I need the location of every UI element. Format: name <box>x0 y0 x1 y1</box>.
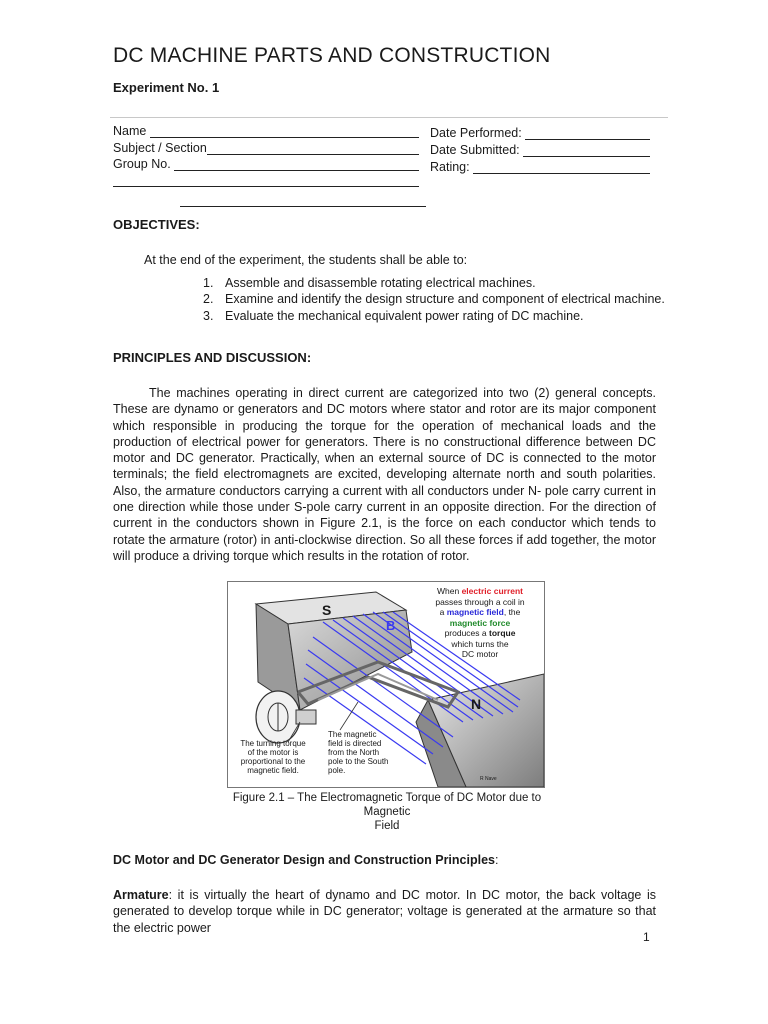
blank-line-2[interactable] <box>180 206 426 207</box>
subject-field[interactable] <box>207 154 419 155</box>
list-item: 2. Examine and identify the design structure and component of electrical machine. <box>203 292 665 307</box>
experiment-number: Experiment No. 1 <box>113 80 220 95</box>
pole-s-label: S <box>322 602 332 618</box>
principles-paragraph: The machines operating in direct current are categorized into two (2) general concepts. These are dynamo or generators and DC motors where stator and rotor are its major component which responsible in producing the torque for the operation of mechanical loads and the production of electrical power for generators. There is no constructional difference between DC motor and DC generator. Practically, when an external source of DC is connected to the motor terminals; the field electromagnets are excited, developing alternate north and south polarities. Also, the armature conductors carrying a current with all conductors under N- pole carry current in one direction while those under S-pole carry current in an opposite direction. For the direction of current in the conductors shown in Figure 2.1, is the force on each conductor which tends to rotate the armature (rotor) in anti-clockwise direction. So all these forces if add together, the motor will produce a driving torque which results in the rotation of rotor. <box>113 386 656 563</box>
field-b-label: B <box>386 618 396 633</box>
page-number: 1 <box>643 930 650 944</box>
name-label: Name <box>113 124 147 138</box>
figure-dc-motor <box>227 581 545 788</box>
figure-callout: When electric current passes through a coil in a magnetic field, the magnetic force produces a torque which turns the DC motor <box>435 586 525 659</box>
date-submitted-field[interactable] <box>523 156 650 157</box>
group-label: Group No. <box>113 157 171 171</box>
list-item: 3. Evaluate the mechanical equivalent power rating of DC machine. <box>203 308 584 323</box>
objectives-intro: At the end of the experiment, the students shall be able to: <box>144 253 468 267</box>
objectives-heading: OBJECTIVES: <box>113 217 200 232</box>
field-note: The magnetic field is directed from the North pole to the South pole. <box>328 730 389 775</box>
date-performed-label: Date Performed: <box>430 126 522 140</box>
objectives-list <box>203 275 665 324</box>
divider <box>110 117 668 118</box>
date-submitted-label: Date Submitted: <box>430 143 520 157</box>
date-performed-field[interactable] <box>525 139 650 140</box>
torque-note: The turning torque of the motor is proportional to the magnetic field. <box>240 739 306 775</box>
list-item: 1. Assemble and disassemble rotating electrical machines. <box>203 276 536 290</box>
page-title: DC MACHINE PARTS AND CONSTRUCTION <box>113 44 551 67</box>
name-field[interactable] <box>150 137 419 138</box>
principles-heading: PRINCIPLES AND DISCUSSION: <box>113 350 312 365</box>
blank-line-1[interactable] <box>113 186 419 187</box>
commutator <box>296 710 316 724</box>
rating-label: Rating: <box>430 160 470 174</box>
armature-paragraph: Armature: it is virtually the heart of dynamo and DC motor. In DC motor, the back voltage is generated to develop torque while in DC generator; voltage is generated at the armature so that the electric power <box>113 888 656 935</box>
figure-credit: R Nave <box>480 776 497 782</box>
group-field[interactable] <box>174 170 419 171</box>
figure-caption: Figure 2.1 – The Electromagnetic Torque of DC Motor due to Magnetic Field <box>232 792 542 832</box>
rating-field[interactable] <box>473 173 650 174</box>
design-heading: DC Motor and DC Generator Design and Construction Principles: <box>113 853 499 867</box>
subject-label: Subject / Section <box>113 141 207 155</box>
pole-n-label: N <box>471 696 482 712</box>
